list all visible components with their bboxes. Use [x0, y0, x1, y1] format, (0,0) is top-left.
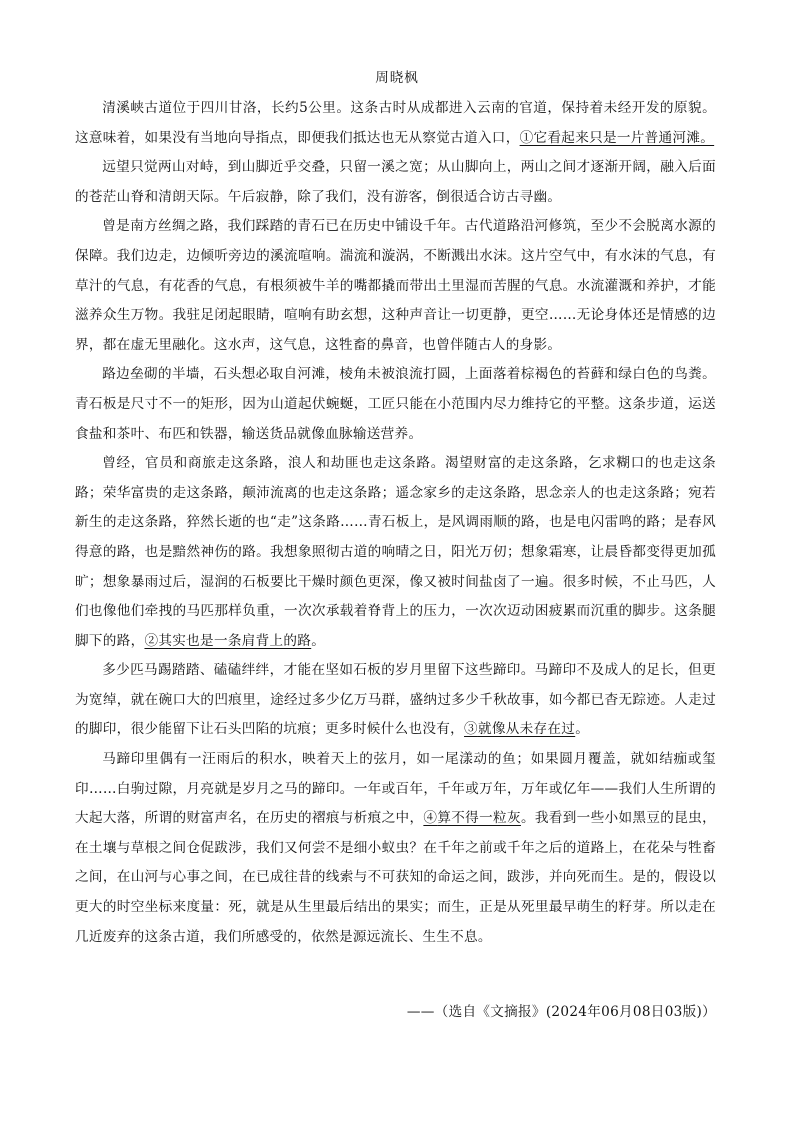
paragraph-text: 曾是南方丝绸之路，我们踩踏的青石已在历史中铺设千年。古代道路沿河修筑，至少不会脱离水源的保障。我们边走，边倾听旁边的溪流喧响。湍流和漩涡，不断溅出水沫。这片空气中，有水沫的气息，有草汁的气息，有花香的气息，有根须被牛羊的嘴都撬而带出土里湿而苦腥的气息。水流灌溉和养护，才能滋养众生万物。我驻足闭起眼睛，喧响有助玄想，这种声音让一切更静，更空……无论身体还是情感的边界，都在虚无里融化。这水声，这气息，这牲畜的鼻音，也曾伴随古人的身影。	[75, 218, 716, 353]
paragraph-text: 多少匹马踢踏踏、磕磕绊绊，才能在坚如石板的岁月里留下这些蹄印。马蹄印不及成人的足长，但更为宽绰，就在碗口大的凹痕里，途经过多少亿万马群，盛纳过多少千秋故事，如今都已杳无踪迹。人走过的脚印，很少能留下让石头凹陷的坑痕；更多时候什么也没有，	[75, 662, 716, 738]
underline-mark-4	[423, 810, 521, 826]
underlined-sentence: 算不得一粒灰	[437, 810, 521, 827]
paragraph-text: 。	[575, 721, 590, 738]
paragraph-7	[75, 745, 716, 952]
paragraph-text: 。	[311, 632, 326, 649]
circled-number: ①	[519, 129, 534, 146]
paragraph-5	[75, 449, 716, 656]
underlined-sentence: 它看起来只是一片普通河滩。	[533, 129, 715, 146]
paragraph-6	[75, 656, 716, 745]
circled-number: ③	[464, 721, 478, 738]
paragraph-1	[75, 94, 716, 153]
paragraph-text: 远望只觉两山对峙，到山脚近乎交叠，只留一溪之宽；从山脚向上，两山之间才逐渐开阔，融入后面的苍茫山脊和清朗天际。午后寂静，除了我们，没有游客，倒很适合访古寻幽。	[75, 159, 716, 205]
article-body	[75, 94, 716, 952]
underline-mark-1	[520, 130, 715, 146]
paragraph-text: 马蹄印里偶有一汪雨后的积水，映着天上的弦月，如一尾漾动的鱼；如果圆月覆盖，就如结痂或玺印……白驹过隙，月亮就是岁月之马的蹄印。一年或百年，千年或万年，万年或亿年——我们人生所谓的大起大落，所谓的财富声名，在历史的褶痕与析痕之中，	[75, 751, 716, 827]
underline-mark-3	[464, 721, 575, 737]
author-name: 周晓枫	[375, 70, 419, 86]
paragraph-2	[75, 153, 716, 212]
circled-number: ②	[144, 632, 159, 649]
circled-number: ④	[423, 810, 438, 827]
underline-mark-2	[144, 633, 311, 649]
underlined-sentence: 其实也是一条肩背上的路	[158, 632, 312, 649]
source-citation: ——（选自《文摘报》(2024年06月08日03版)）	[406, 1004, 716, 1020]
paragraph-text: 清溪峡古道位于四川甘洛，长约5公里。这条古时从成都进入云南的官道，保持着未经开发的原貌。这意味着，如果没有当地向导指点，即便我们抵达也无从察觉古道入口，	[75, 100, 716, 146]
paragraph-text: 。我看到一些小如黑豆的昆虫，在土壤与草根之间仓促跋涉，我们又何尝不是细小蚁虫？在千年之前或千年之后的道路上，在花朵与牲畜之间，在山河与心事之间，在已成往昔的线索与不可获知的命运之间，跋涉，并向死而生。是的，假设以更大的时空坐标来度量：死，就是从生里最后结出的果实；而生，正是从死里最早萌生的籽芽。所以走在几近废弃的这条古道，我们所感受的，依然是源远流长、生生不息。	[75, 810, 716, 945]
underlined-sentence: 就像从未存在过	[477, 721, 576, 738]
paragraph-text: 路边垒砌的半墙，石头想必取自河滩，棱角未被浪流打圆，上面落着棕褐色的苔藓和绿白色的鸟粪。青石板是尺寸不一的矩形，因为山道起伏蜿蜒，工匠只能在小范围内尽力维持它的平整。这条步道，运送食盐和茶叶、布匹和铁器，输送货品就像血脉输送营养。	[75, 366, 716, 442]
paragraph-3	[75, 212, 716, 360]
paragraph-text: 曾经，官员和商旅走这条路，浪人和劫匪也走这条路。渴望财富的走这条路，乞求糊口的也走这条路；荣华富贵的走这条路，颠沛流离的也走这条路；遥念家乡的走这条路，思念亲人的也走这条路；宛若新生的走这条路，猝然长逝的也“走”这条路……青石板上，是风调雨顺的路，也是电闪雷鸣的路；是春风得意的路，也是黯然神伤的路。我想象照彻古道的响晴之日，阳光万仞；想象霜寒，让晨昏都变得更加孤旷；想象暴雨过后，湿润的石板要比干燥时颜色更深，像又被时间盐卤了一遍。很多时候，不止马匹，人们也像他们牵拽的马匹那样负重，一次次承载着脊背上的压力，一次次迈动困疲累而沉重的脚步。这条腿脚下的路，	[75, 455, 716, 649]
paragraph-4	[75, 360, 716, 449]
